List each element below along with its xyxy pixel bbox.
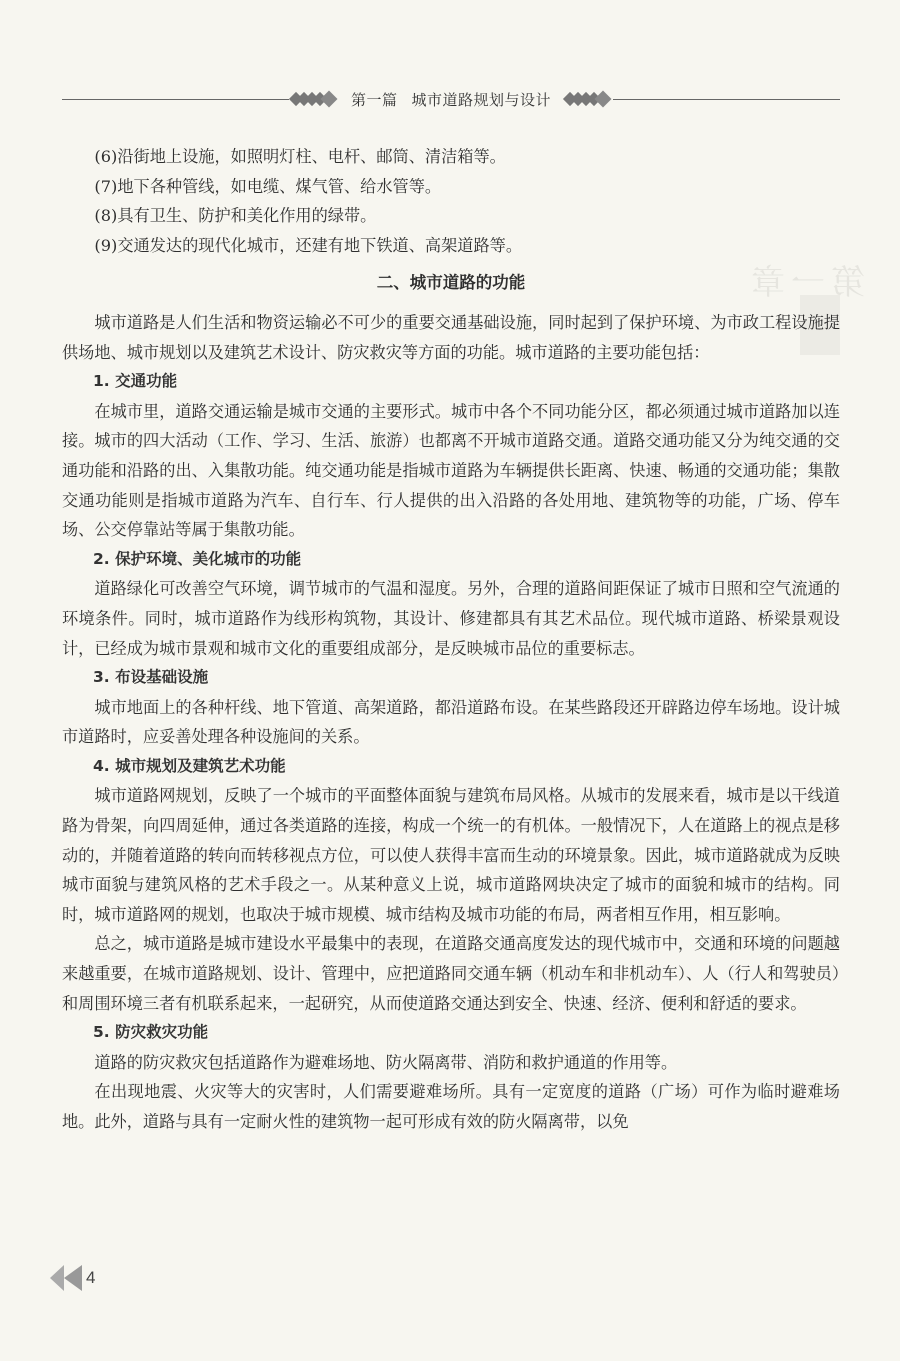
bleed-through-chapter-mark: 第一章 — [745, 263, 865, 303]
diamond-ornament-left-icon — [293, 93, 335, 105]
subsection-heading-disaster: 5. 防灾救灾功能 — [93, 1023, 209, 1042]
header-rule-left — [62, 99, 289, 100]
paragraph: 在出现地震、火灾等大的灾害时，人们需要避难场所。具有一定宽度的道路（广场）可作为临时避难场地。此外，道路与具有一定耐火性的建筑物一起可形成有效的防火隔离带，以免 — [62, 1082, 840, 1131]
subsection-heading-environment: 2. 保护环境、美化城市的功能 — [93, 549, 302, 568]
list-item: (8)具有卫生、防护和美化作用的绿带。 — [94, 206, 377, 226]
paragraph: 总之，城市道路是城市建设水平最集中的表现，在道路交通高度发达的现代城市中，交通和环境的问题越来越重要，在城市道路规划、设计、管理中，应把道路同交通车辆（机动车和非机动车）、人（行人和驾驶员）和周围环境三者有机联系起来，一起研究，从而使道路交通达到安全、快速、经济、便利和舒适的要求。 — [62, 934, 840, 1013]
list-item: (9)交通发达的现代化城市，还建有地下铁道、高架道路等。 — [94, 235, 523, 255]
page-footer — [60, 1265, 95, 1291]
subsection-heading-traffic: 1. 交通功能 — [93, 372, 178, 391]
chevron-left-icon — [50, 1265, 64, 1291]
paragraph: 城市道路网规划，反映了一个城市的平面整体面貌与建筑布局风格。从城市的发展来看，城市是以干线道路为骨架，向四周延伸，通过各类道路的连接，构成一个统一的有机体。一般情况下，人在道路上的视点是移动的，并随着道路的转向而转移视点方位，可以使人获得丰富而生动的环境景象。因此，城市道路就成为反映城市面貌与建筑风格的艺术手段之一。从某种意义上说，城市道路网块决定了城市的面貌和城市的结构。同时，城市道路网的规划，也取决于城市规模、城市结构及城市功能的布局，两者相互作用，相互影响。 — [62, 786, 840, 924]
diamond-ornament-right-icon — [567, 93, 609, 105]
paragraph: 道路的防灾救灾包括道路作为避难场地、防火隔离带、消防和救护通道的作用等。 — [94, 1052, 678, 1072]
header-part: 第一篇 — [350, 90, 398, 109]
paragraph: 城市地面上的各种杆线、地下管道、高架道路，都沿道路布设。在某些路段还开辟路边停车场地。设计城市道路时，应妥善处理各种设施间的关系。 — [62, 697, 840, 747]
list-item: (7)地下各种管线，如电缆、煤气管、给水管等。 — [94, 176, 442, 196]
header-book-title: 城市道路规划与设计 — [411, 90, 552, 109]
header-title — [351, 89, 551, 110]
paragraph: 在城市里，道路交通运输是城市交通的主要形式。城市中各个不同功能分区，都必须通过城市道路加以连接。城市的四大活动（工作、学习、生活、旅游）也都离不开城市道路交通。道路交通功能又分为纯交通的交通功能和沿路的出、入集散功能。纯交通功能是指城市道路为车辆提供长距离、快速、畅通的交通功能；集散交通功能则是指城市道路为汽车、自行车、行人提供的出入沿路的各处用地、建筑物等的功能，广场、停车场、公交停靠站等属于集散功能。 — [62, 401, 840, 540]
subsection-heading-planning: 4. 城市规划及建筑艺术功能 — [93, 756, 286, 775]
running-header — [62, 88, 840, 110]
subsection-heading-infrastructure: 3. 布设基础设施 — [93, 668, 209, 687]
paragraph: 道路绿化可改善空气环境，调节城市的气温和湿度。另外，合理的道路间距保证了城市日照和空气流通的环境条件。同时，城市道路作为线形构筑物，其设计、修建都具有其艺术品位。现代城市道路、桥梁景观设计，已经成为城市景观和城市文化的重要组成部分，是反映城市品位的重要标志。 — [62, 579, 840, 658]
page-number: 4 — [86, 1268, 96, 1287]
list-item: (6)沿街地上设施，如照明灯柱、电杆、邮筒、清洁箱等。 — [94, 147, 506, 166]
header-rule-right — [613, 99, 840, 100]
section-heading: 二、城市道路的功能 — [376, 273, 526, 293]
triangle-left-icon — [64, 1265, 82, 1291]
section-intro: 城市道路是人们生活和物资运输必不可少的重要交通基础设施，同时起到了保护环境、为市政工程设施提供场地、城市规划以及建筑艺术设计、防灾救灾等方面的功能。城市道路的主要功能包括： — [62, 312, 840, 362]
page-body — [62, 142, 840, 1137]
